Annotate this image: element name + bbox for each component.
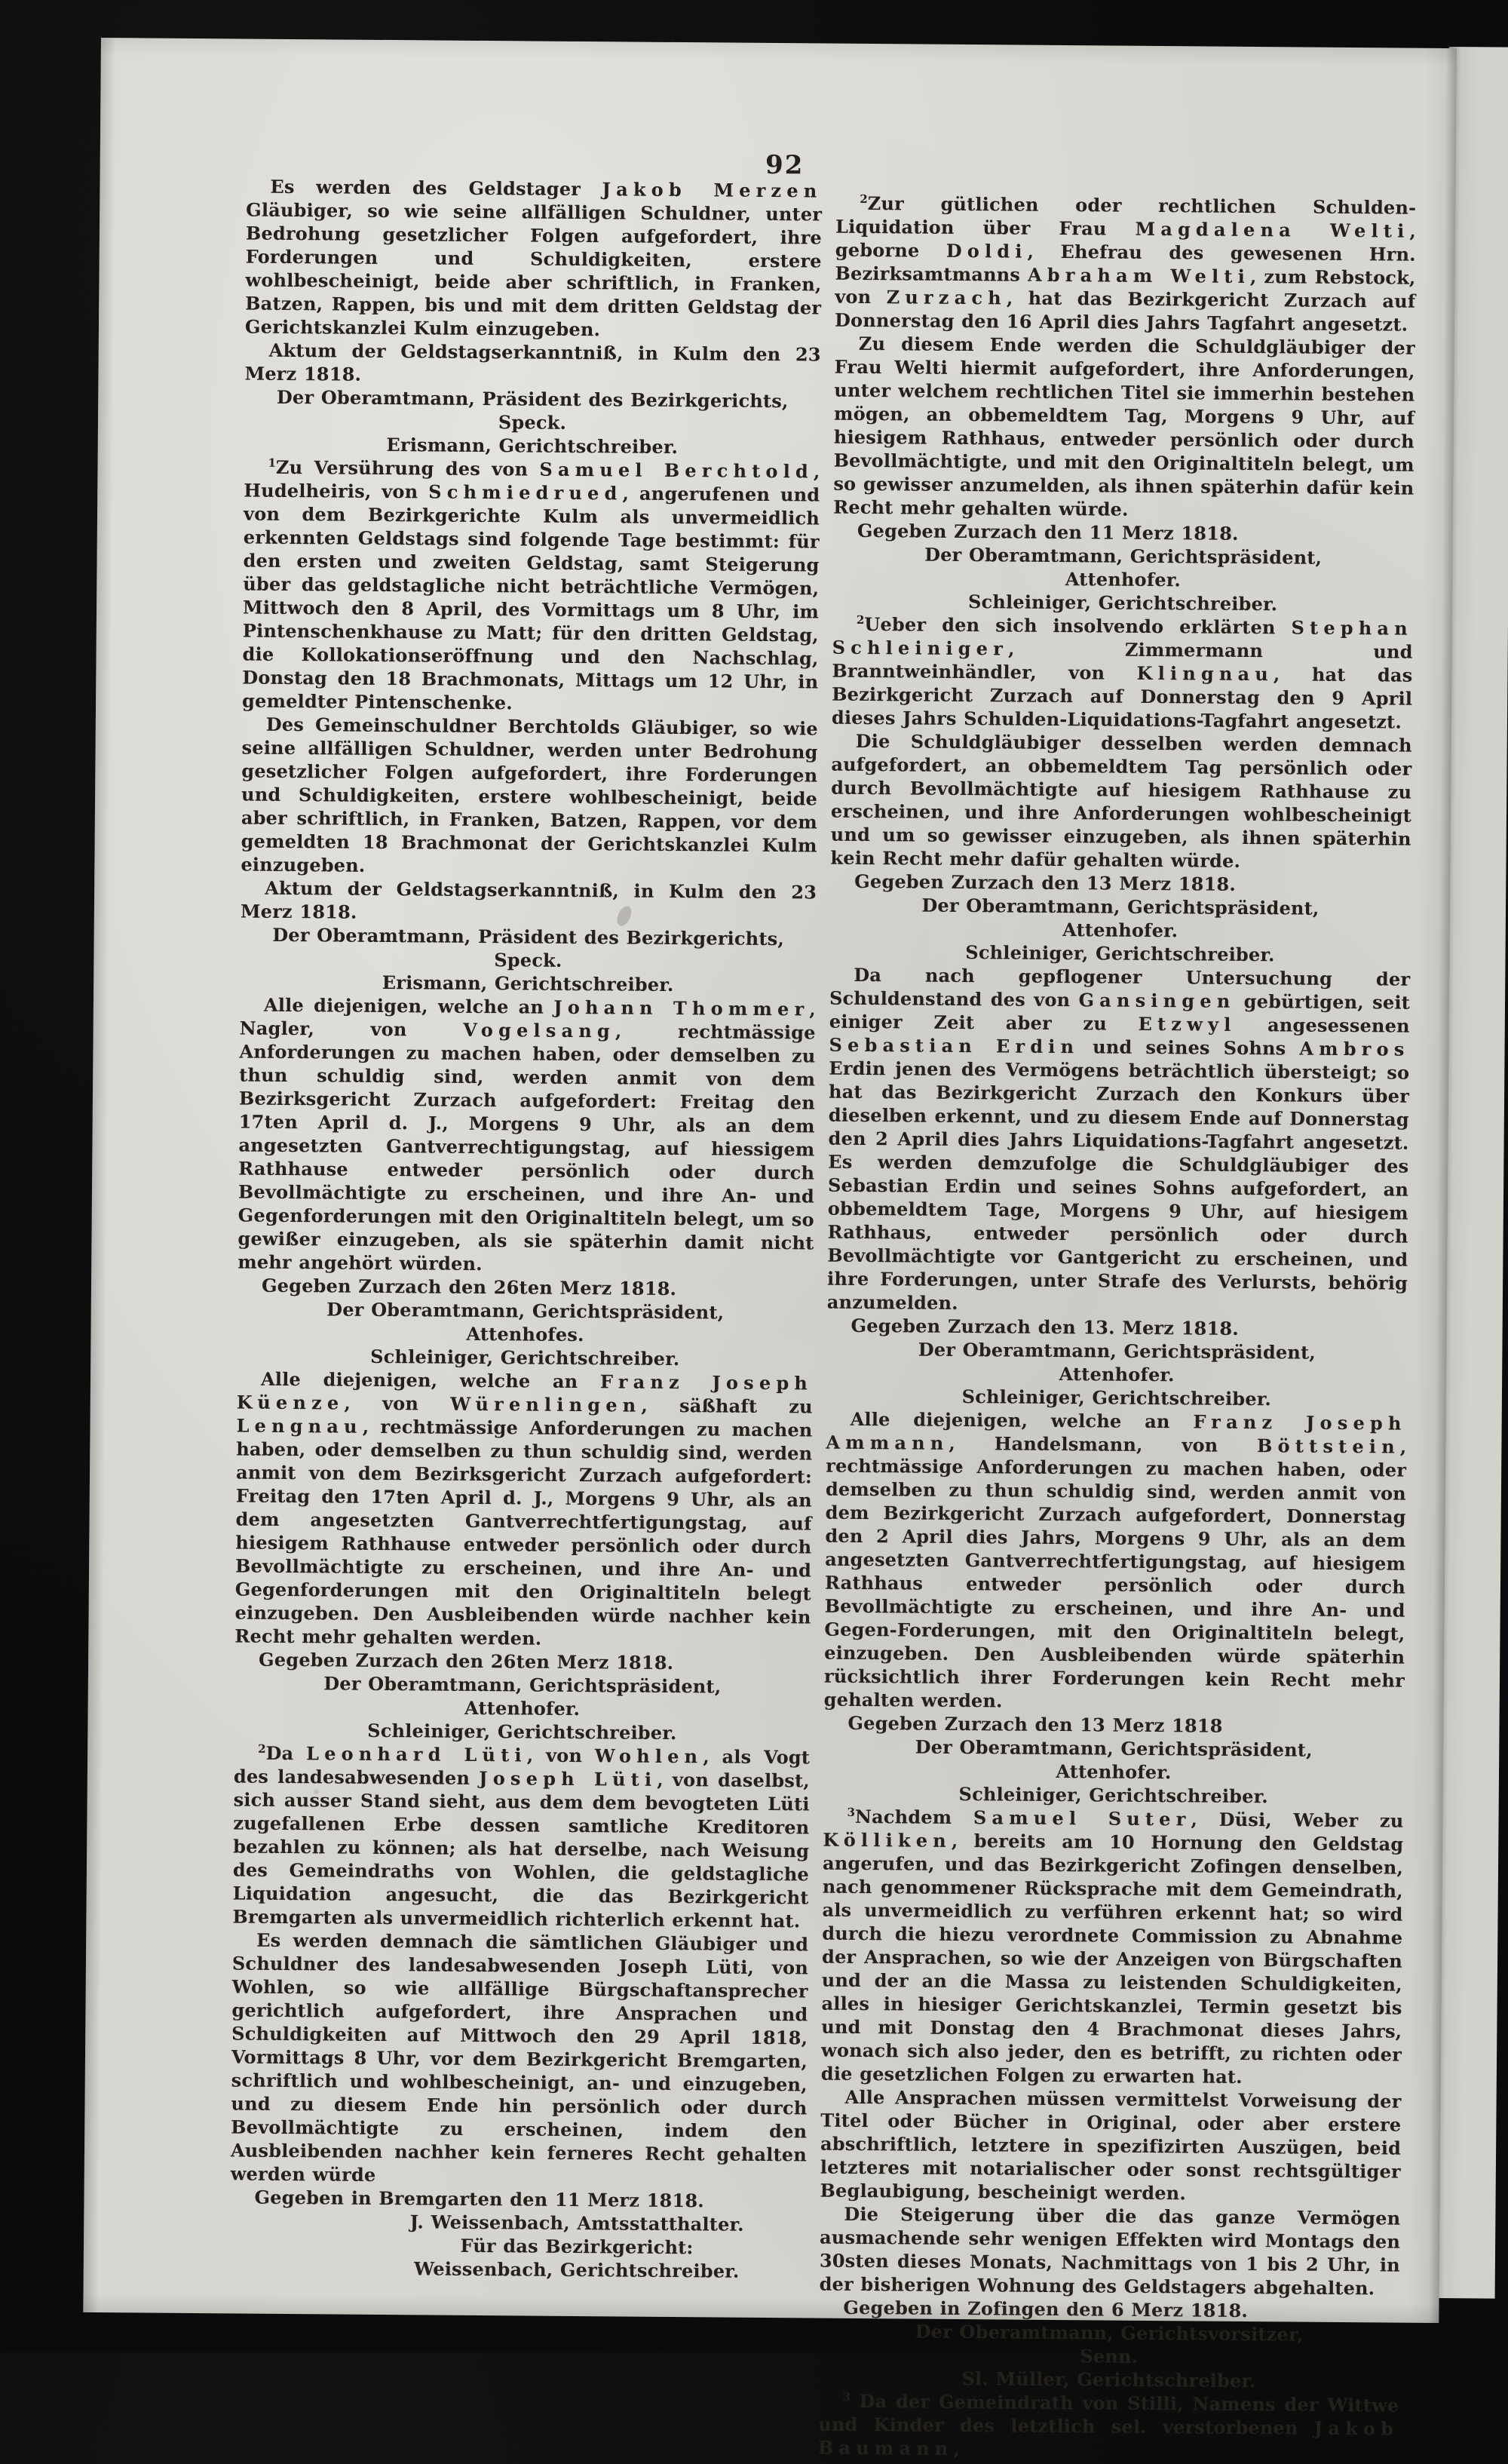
signature-line: Erismann, Gerichtschreiber.: [386, 433, 679, 459]
signature-line: Speck.: [494, 949, 562, 971]
text-run: , als Vogt des landesabwesenden: [233, 1745, 811, 1790]
text-run: Gegeben Zurzach den 11 Merz 1818.: [857, 519, 1239, 545]
paragraph: [818, 2389, 1399, 2464]
text-column-right: [818, 192, 1417, 2464]
paragraph: [238, 993, 816, 1278]
spaced-name: Kölliken: [823, 1828, 952, 1852]
signature-block: [823, 1735, 1405, 1809]
signature-line: Attenhofer.: [464, 1696, 581, 1720]
text-run: , zum Rebstock, von: [835, 265, 1416, 308]
text-run: , von daselbst, sich ausser Stand sieht, aus dem dem bevogteten Lüti zugefallenen Erbe dessen samtliche Kreditoren bezahlen zu können; als hat derselbe, nach Weisung des Gemeindraths von Wohlen, die geldstagliche Liquidation angesucht, die das Bezirkgericht Bremgarten als unvermeidlich richterlich erkennt hat.: [232, 1768, 810, 1932]
signature-block: [240, 922, 817, 997]
signature-line: Für das Bezirkgericht:: [460, 2234, 694, 2259]
text-run: Erdin jenen des Vermögens beträchtlich übersteigt; so hat das Bezirkgericht Zurzach den Konkurs über dieselben erkennt, und zu diesem Ende auf Donnerstag den 2 April dies Jahrs Liquidations-Tagfahrt angesetzt. Es werden demzufolge die Schuldgläubiger des Sebastian Erdin und seines Sohns aufgefordert, an obbemeldtem Tage, Morgens 9 Uhr, auf hiesigem Rathhaus, entweder persönlich oder durch Bevollmächtigte vor Gantgericht zu erscheinen, und ihre Forderungen, unter Strafe des Verlursts, behörig anzumelden.: [826, 1057, 1410, 1314]
text-run: Da der Gemeindrath von Stilli, Namens der Wittwe und Kinder des letztlich sel. verstorbenen: [818, 2389, 1399, 2439]
spaced-name: Etzwyl: [1138, 1012, 1237, 1036]
spaced-name: Wohlen: [594, 1744, 703, 1768]
signature-block: [244, 385, 821, 460]
footnote-marker: 1: [268, 456, 277, 470]
text-run: , geborne: [835, 219, 1417, 262]
text-run: , von: [526, 1744, 595, 1767]
signature-block: [819, 2319, 1400, 2394]
spaced-name: Doldi: [946, 239, 1028, 262]
text-run: Es werden des Geldstager: [270, 175, 602, 201]
signature-line: Der Oberamtmann, Gerichtspräsident,: [326, 1298, 725, 1324]
spaced-name: Stephan Schleiniger: [832, 616, 1414, 660]
text-run: Zur gütlichen oder rechtlichen Schulden-Liquidation über Frau: [835, 192, 1417, 240]
signature-line: Schleiniger, Gerichtschreiber.: [961, 1385, 1272, 1410]
text-run: , Nagler, von: [239, 998, 817, 1041]
text-run: Gegeben Zurzach den 26ten Merz 1818.: [261, 1274, 677, 1300]
signature-line: Attenhofes.: [466, 1322, 584, 1346]
spaced-name: Franz Joseph Küenze: [236, 1370, 814, 1414]
signature-line: Senn.: [1080, 2345, 1139, 2367]
text-run: , Hudelheiris, von: [244, 460, 820, 503]
text-run: Gegeben in Bremgarten den 11 Merz 1818.: [254, 2186, 704, 2212]
spaced-name: Böttstein: [1257, 1435, 1400, 1458]
text-run: Da nach gepflogener Untersuchung der Schuldenstand des von: [829, 963, 1411, 1011]
spaced-name: Magdalena Welti: [1135, 217, 1410, 242]
signature-block: [237, 1296, 814, 1371]
spaced-name: Schmiedrued: [428, 480, 623, 505]
paragraph: [833, 519, 1414, 547]
text-run: Gegeben Zurzach den 13 Merz 1818: [847, 1711, 1223, 1737]
spaced-name: Jakob Baumann: [817, 2416, 1399, 2459]
text-run: Alle diejenigen, welche an: [260, 1367, 601, 1393]
text-run: , rechtmässige Anforderungen zu machen haben, oder demselben zu thun schuldig sind, werden anmit von dem Bezirksgericht Zurzach aufgefordert: Freitag den 17ten April d. J., Morgens 9 Uhr, als an dem angesetzten Gantverrechtigungstag, auf hiessigem Rathhause entweder persönlich oder durch Bevollmächtigte zu erscheinen, und ihre An- und Gegenforderungen mit den Originaltiteln belegt, um so gewißer einzugeben, als sie späterhin damit nicht mehr angehört würden.: [238, 1020, 816, 1275]
paper-speck: [314, 1789, 319, 1794]
paragraph: [827, 963, 1411, 1318]
signature-line: Der Oberamtmann, Gerichtsvorsitzer,: [915, 2320, 1304, 2346]
paragraph: [820, 2202, 1401, 2300]
text-run: Die Schuldgläubiger desselben werden demnach aufgefordert, an obbemeldtem Tag persönlich oder durch Bevollmächtigte auf hiesigem Rathhause zu erscheinen, und ihre Anforderungen wohlbescheinigt und um so gewisser einzugeben, als ihnen späterhin kein Recht mehr dafür gehalten würde.: [830, 729, 1412, 872]
signature-line: Der Oberamtmann, Gerichtspräsident,: [915, 1735, 1313, 1761]
paragraph: [819, 2296, 1399, 2324]
paragraph: [832, 612, 1413, 734]
paper-speck: [1228, 529, 1233, 537]
spaced-name: Leonhard Lüti: [305, 1742, 527, 1766]
signature-line: Attenhofer.: [1065, 568, 1182, 591]
paragraph: [830, 729, 1411, 874]
signature-block: [826, 1337, 1408, 1412]
text-run: Alle diejenigen, welche an: [850, 1407, 1194, 1433]
signature-line: Schleiniger, Gerichtschreiber.: [967, 591, 1278, 615]
paragraph: [835, 192, 1416, 336]
paragraph: [232, 1741, 810, 1932]
spaced-name: Sebastian Erdin: [829, 1033, 1080, 1058]
signature-line: Der Oberamtmann, Gerichtspräsident,: [924, 543, 1323, 569]
signature-line: Attenhofer.: [1059, 1363, 1175, 1386]
text-run: , rechtmässige Anforderungen zu machen haben, oder demselben zu thun schuldig sind, werden anmit von dem Bezirkgericht Zurzach aufgefordert, Donnerstag den 2 April dies Jahrs, Morgens 9 Uhr, als an dem angesetzten Gantverrechtfertigungstag, auf hiesigem Rathhaus entweder persönlich oder durch Bevollmächtigte zu erscheinen, und ihre An- und Gegen-Forderungen, mit den Originaltiteln belegt, einzugeben. Den Ausbleibenden würde späterhin rücksichtlich ihrer Forderungen kein Recht mehr gehalten werden.: [823, 1435, 1407, 1712]
signature-line: Schleiniger, Gerichtschreiber.: [370, 1345, 680, 1370]
spaced-name: Samuel Berchtold: [539, 458, 814, 483]
text-column-left: [230, 175, 823, 2284]
text-run: Des Gemeinschuldner Berchtolds Gläubiger, so wie seine allfälligen Schuldner, werden unter Bedrohung gesetzlicher Folgen aufgefordert, ihre Forderungen und Schuldigkeiten, erstere wohlbescheinigt, beide aber schriftlich, in Franken, Batzen, Rappen, vor dem gemeldten 18 Brachmonat der Gerichtskanzlei Kulm einzugeben.: [241, 713, 818, 876]
spaced-name: Joseph Lüti: [479, 1767, 657, 1790]
text-run: Gegeben in Zofingen den 6 Merz 1818.: [843, 2296, 1249, 2322]
text-run: , angerufenen und von dem Bezirkgerichte Kulm als unvermeidlich erkennten Geldstags sind folgende Tage bestimmt: für den ersten und zweiten Geldstag, samt Steigerung über das geldstagliche nicht beträchtliche Vermögen, Mittwoch den 8 April, des Vormittags um 8 Uhr, im Pintenschenkhause zu Matt; für den dritten Geldstag, die Kollokationseröffnung und den Nachschlag, Donstag den 18 Brachmonats, Mittags um 12 Uhr, in gemeldter Pintenschenke.: [241, 482, 820, 714]
paragraph: [242, 456, 820, 717]
signature-line: Attenhofer.: [1056, 1760, 1172, 1784]
spaced-name: Zurzach: [886, 286, 1007, 309]
text-run: Zu diesem Ende werden die Schuldgläubiger der Frau Welti hiermit aufgefordert, ihre Anforderungen, unter welchem rechtlichen Titel sie immerhin bestehen mögen, an obbemeldtem Tag, Morgens 9 Uhr, auf hiesigem Rathhaus, entweder persönlich oder durch Bevollmächtigte, und mit den Originaltiteln belegt, um so gewisser anzumelden, als ihnen späterhin dafür kein Recht mehr gehalten würde.: [833, 332, 1415, 520]
paragraph: [827, 1314, 1408, 1342]
footnote-marker: 2: [860, 192, 868, 206]
signature-block: [829, 893, 1411, 968]
paragraph: [823, 1711, 1404, 1739]
text-run: , Zimmermann und Branntweinhändler, von: [832, 637, 1413, 684]
spaced-name: Klingnau: [1136, 661, 1274, 686]
text-run: Gegeben Zurzach den 13 Merz 1818.: [854, 870, 1237, 895]
text-run: Da: [265, 1741, 307, 1765]
text-run: Die Steigerung über die das ganze Vermögen ausmachende sehr wenigen Effekten wird Montags den 30sten dieses Monats, Nachmittags von 1 bis 2 Uhr, in der bisherigen Wohnung des Geldstagers abgehalten.: [819, 2202, 1401, 2300]
signature-block: [234, 1671, 811, 1745]
paragraph: [824, 1407, 1407, 1716]
signature-line: Der Oberamtmann, Gerichtspräsident,: [323, 1672, 722, 1698]
spaced-name: Franz Joseph Ammann: [826, 1410, 1407, 1454]
text-run: , rechtmässige Anforderungen zu machen haben, oder demselben zu thun schuldig sind, werden anmit von dem Bezirksgericht Zurzach aufgefordert: Freitag den 17ten April d. J., Morgens 9 Uhr, als an dem angesetzten Gantverrechtfertigungstag, auf hiesigem Rathhause entweder persönlich oder durch Bevollmächtigte zu erscheinen, und ihre An- und Gegenforderungen mit den Originaltiteln belegt einzugeben. Den Ausbleibenden würde nachher kein Recht mehr gehalten werden.: [234, 1415, 813, 1649]
signature-line: Schleiniger, Gerichtschreiber.: [965, 941, 1275, 966]
signature-line: Schleiniger, Gerichtschreiber.: [958, 1783, 1268, 1808]
text-run: , hat das Bezirkgericht Zurzach auf Donnerstag den 16 April dies Jahrs Tagfahrt angesetzt.: [834, 287, 1416, 336]
spaced-name: Jakob Merzen: [602, 178, 823, 202]
text-run: Es werden demnach die sämtlichen Gläubiger und Schuldner des landesabwesenden Joseph Lüti, von Wohlen, so wie allfällige Bürgschaftansprecher gerichtlich aufgefordert, ihre Ansprachen und Schuldigkeiten auf Mittwoch den 29 April 1818, Vormittags 8 Uhr, vor dem Bezirkgericht Bremgarten, schriftlich und wohlbescheinigt, an- und einzugeben, und zu diesem Ende hin persönlich oder durch Bevollmächtigte zu erscheinen, indem den Ausbleibenden nachher kein ferneres Recht gehalten werden würde: [230, 1929, 809, 2186]
paragraph: [820, 2085, 1401, 2207]
text-run: Gegeben Zurzach den 26ten Merz 1818.: [259, 1648, 674, 1674]
spaced-name: Lengnau: [236, 1414, 363, 1438]
signature-line: Speck.: [498, 411, 567, 434]
signature-block: [832, 542, 1414, 617]
spaced-name: Würenlingen: [450, 1392, 642, 1416]
text-run: Alle Ansprachen müssen vermittelst Vorweisung der Titel oder Bücher in Original, oder aber erstere abschriftlich, letztere in spezifizirten Auszügen, beid letzteres mit notarialischer oder sonst rechtsgültiger Beglaubigung, bescheinigt werden.: [820, 2085, 1402, 2205]
signature-line: Weissenbach, Gerichtschreiber.: [413, 2257, 740, 2282]
footnote-marker: 2: [856, 612, 865, 627]
signature-line: Attenhofer.: [1062, 919, 1179, 942]
text-run: , Ehefrau des gewesenen Hrn. Bezirksamtmanns: [835, 240, 1416, 286]
spaced-name: Ambros: [1299, 1037, 1410, 1060]
text-run: Gegeben Zurzach den 13. Merz 1818.: [851, 1314, 1239, 1339]
text-run: , hat das Bezirkgericht Zurzach auf Donnerstag den 9 April dieses Jahrs Schulden-Liquidations-Tagfahrt angesetzt.: [831, 663, 1413, 733]
text-run: , Düsi, Weber zu: [1191, 1808, 1404, 1832]
paragraph: [241, 876, 817, 927]
text-run: , bereits am 10 Hornung den Geldstag angerufen, und das Bezirkgericht Zofingen denselben, nach genommener Rücksprache mit dem Gemeindrath, als unvermeidlich zu verführen erkennt hat; so wird durch die hiezu verordnete Commission zu Abnahme der Ansprachen, so wie der Anzeigen von Bürgschaften und der an die Massa zu leistenden Schuldigkeiten, alles in hiesiger Gerichtskanzlei, Termin gesetzt bis und mit Donstag den 4 Brachmonat dieses Jahrs, wonach sich also jeder, den es betrifft, zu richten oder die gesetzlichen Folgen zu erwarten hat.: [820, 1829, 1404, 2088]
paragraph: [234, 1367, 813, 1652]
signature-block: [230, 2208, 807, 2283]
text-run: Ueber den sich insolvendo erklärten: [864, 612, 1292, 639]
spaced-name: Vogelsang: [463, 1018, 616, 1042]
text-run: ,: [953, 2437, 961, 2460]
signature-line: Erismann, Gerichtschreiber.: [382, 971, 674, 996]
text-run: , von: [344, 1392, 451, 1415]
text-run: , säßhaft zu: [641, 1394, 813, 1418]
signature-line: Der Oberamtmann, Gerichtspräsident,: [921, 894, 1320, 919]
footnote-marker: 3: [847, 1805, 856, 1819]
signature-line: Schleiniger, Gerichtschreiber.: [367, 1719, 677, 1744]
spaced-name: Johann Thommer: [553, 996, 810, 1020]
page-number: 92: [765, 149, 805, 181]
scanned-page: [83, 38, 1457, 2460]
text-run: Nachdem: [854, 1805, 974, 1829]
paragraph: [833, 332, 1415, 523]
paragraph: [245, 175, 823, 343]
paragraph: [241, 712, 818, 880]
signature-line: Der Oberamtmann, Präsident des Bezirkgerichts,: [276, 385, 789, 413]
paragraph: [821, 1805, 1404, 2090]
spaced-name: Abraham Welti: [1027, 263, 1251, 287]
signature-line: J. Weissenbach, Amtsstatthalter.: [409, 2211, 744, 2235]
text-run: angesessenen: [1236, 1013, 1410, 1037]
text-run: Gläubiger, so wie seine allfälligen Schuldner, unter Bedrohung gesetzlicher Folgen aufgefordert, ihre Forderungen und Schuldigkeiten, erstere wohlbescheinigt, beide aber schriftlich, in Franken, Batzen, Rappen, bis und mit dem dritten Geldstag der Gerichtskanzlei Kulm einzugeben.: [244, 198, 823, 341]
footnote-marker: 2: [258, 1741, 266, 1756]
text-run: Aktum der Geldstagserkanntniß, in Kulm den 23 Merz 1818.: [244, 339, 821, 385]
paragraph: [830, 870, 1411, 898]
paragraph: [244, 339, 820, 390]
signature-line: Sl. Müller, Gerichtschreiber.: [961, 2367, 1256, 2392]
signature-line: Der Oberamtmann, Präsident des Bezirkgerichts,: [272, 923, 785, 950]
text-run: gebürtigen, seit einiger Zeit aber zu: [829, 990, 1411, 1035]
paragraph: [238, 1273, 814, 1301]
text-run: und seines Sohns: [1079, 1036, 1300, 1060]
spaced-name: Samuel Suter: [973, 1806, 1191, 1830]
footnote-marker: 3: [842, 2389, 851, 2404]
spaced-name: Gansingen: [1078, 989, 1236, 1012]
text-run: , Handelsmann, von: [949, 1431, 1258, 1457]
paragraph: [234, 1647, 811, 1675]
text-run: Alle diejenigen, welche an: [263, 993, 554, 1018]
paragraph: [231, 1928, 809, 2189]
text-run: Zu Versührung des von: [275, 456, 540, 480]
text-run: Aktum der Geldstagserkanntniß, in Kulm den 23 Merz 1818.: [240, 876, 817, 923]
signature-line: Der Oberamtmann, Gerichtspräsident,: [918, 1338, 1316, 1364]
